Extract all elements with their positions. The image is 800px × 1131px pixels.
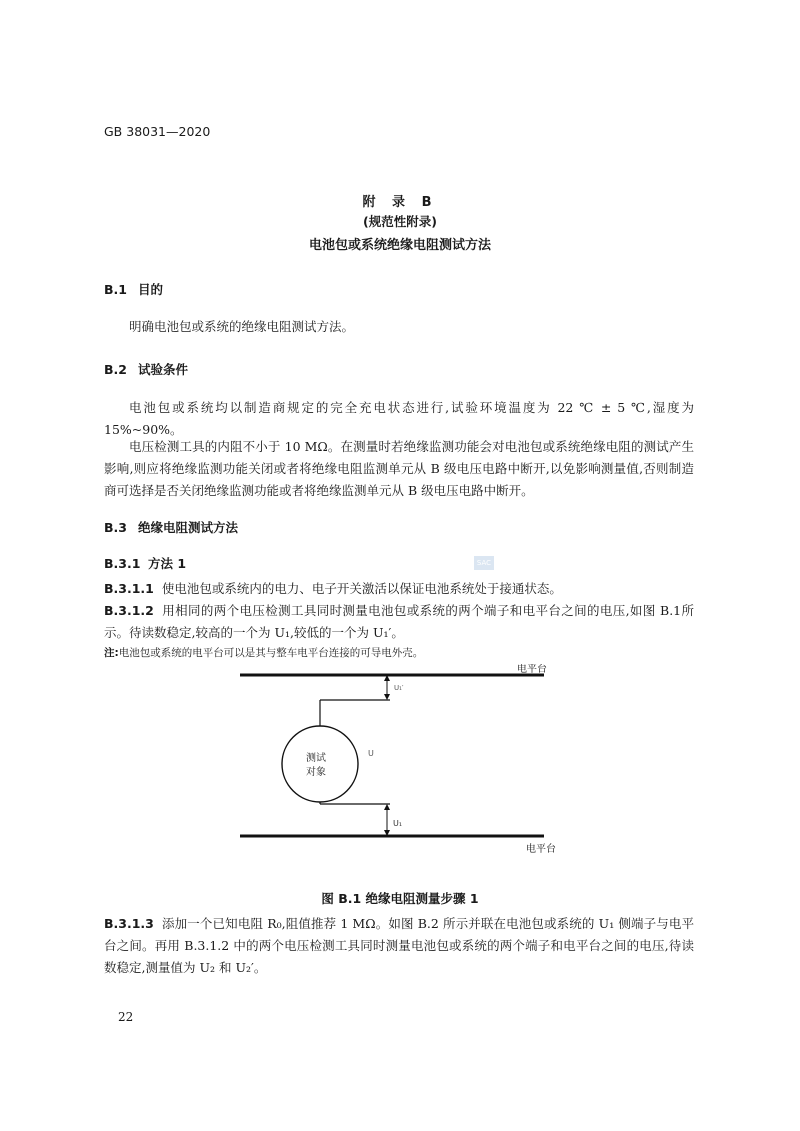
- arrow-head: [384, 694, 390, 700]
- voltage-label: U: [368, 749, 374, 758]
- figure-b1-diagram: [230, 664, 580, 858]
- u1-label: U₁: [393, 819, 403, 828]
- standard-code: GB 38031—2020: [104, 124, 211, 139]
- section-b1-body: 明确电池包或系统的绝缘电阻测试方法。: [129, 319, 355, 334]
- section-number: B.1: [104, 282, 127, 297]
- clause-number: B.3.1.2: [104, 603, 154, 618]
- section-b2-paragraph-1: 电池包或系统均以制造商规定的完全充电状态进行,试验环境温度为 22 ℃ ± 5 ℃,湿度为15%~90%。: [104, 400, 694, 437]
- annex-title: 附 录 B: [362, 195, 438, 210]
- section-title: 绝缘电阻测试方法: [138, 520, 239, 535]
- note-text: 电池包或系统的电平台可以是其与整车电平台连接的可导电外壳。: [118, 647, 424, 659]
- clause-number: B.3.1.3: [104, 916, 154, 931]
- section-title: 目的: [138, 282, 164, 297]
- sac-watermark-logo: SAC: [474, 556, 494, 570]
- page-number: 22: [118, 1010, 134, 1024]
- section-b1-heading: [104, 280, 163, 298]
- figure-caption: 图 B.1 绝缘电阻测量步骤 1: [321, 891, 479, 906]
- note: [104, 645, 423, 660]
- annex-type: (规范性附录): [363, 214, 437, 229]
- test-object-circle: [282, 726, 358, 802]
- note-label: 注:: [104, 647, 119, 659]
- bottom-platform-label: 电平台: [526, 844, 556, 855]
- section-b3-heading: [104, 518, 238, 536]
- top-platform-label: 电平台: [517, 664, 547, 675]
- clause-text: 用相同的两个电压检测工具同时测量电池包或系统的两个端子和电平台之间的电压,如图 B.1所示。待读数稳定,较高的一个为 U₁,较低的一个为 U₁′。: [104, 603, 694, 640]
- section-number: B.2: [104, 362, 127, 377]
- clause-number: B.3.1.1: [104, 581, 154, 596]
- clause-b312: [104, 600, 694, 644]
- test-object-label-line1: 测试: [306, 753, 326, 764]
- section-title: 方法 1: [148, 556, 187, 571]
- section-title: 试验条件: [138, 362, 189, 377]
- clause-text: 使电池包或系统内的电力、电子开关激活以保证电池系统处于接通状态。: [161, 581, 562, 596]
- section-b31-heading: [104, 554, 186, 572]
- section-b2-heading: [104, 360, 188, 378]
- clause-b313: [104, 913, 694, 979]
- test-object-label-line2: 对象: [306, 767, 326, 778]
- annex-name: 电池包或系统绝缘电阻测试方法: [308, 238, 491, 253]
- clause-b311: [104, 578, 694, 600]
- section-b2-paragraph-2: 电压检测工具的内阻不小于 10 MΩ。在测量时若绝缘监测功能会对电池包或系统绝缘电阻的测试产生影响,则应将绝缘监测功能关闭或者将绝缘电阻监测单元从 B 级电压电路中断开,以免影响测量值,否则制造商可选择是否关闭绝缘监测功能或者将绝缘监测单元从 B 级电压电路中断开。: [104, 439, 694, 498]
- section-number: B.3: [104, 520, 127, 535]
- clause-text: 添加一个已知电阻 R₀,阻值推荐 1 MΩ。如图 B.2 所示并联在电池包或系统的 U₁ 侧端子与电平台之间。再用 B.3.1.2 中的两个电压检测工具同时测量电池包或系统的两个端子和电平台之间的电压,待读数稳定,测量值为 U₂ 和 U₂′。: [104, 916, 694, 975]
- u1-prime-label: U₁′: [394, 684, 404, 692]
- section-number: B.3.1: [104, 556, 141, 571]
- arrow-head: [384, 804, 390, 810]
